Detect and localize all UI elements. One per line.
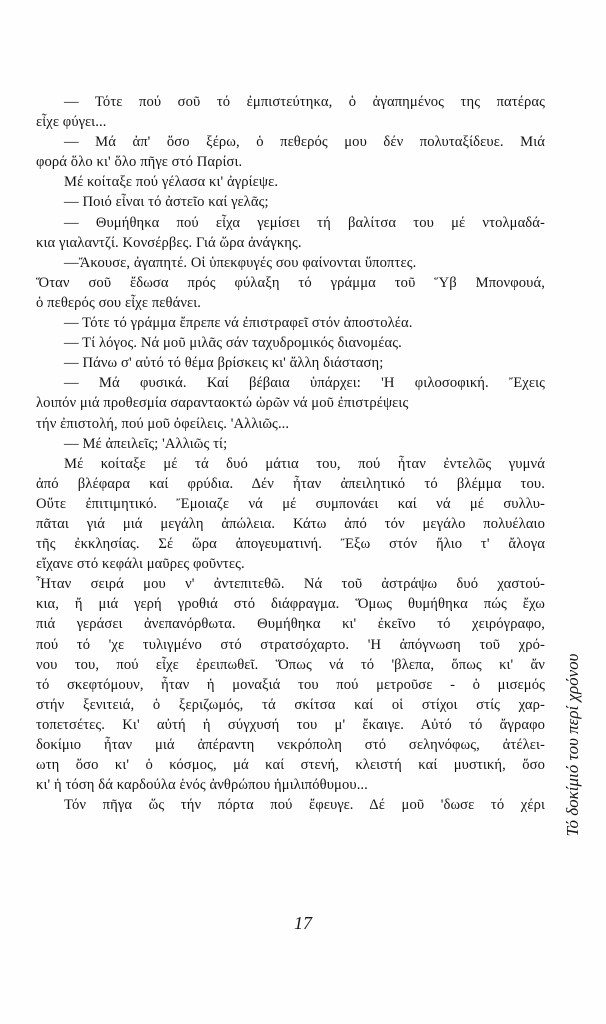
text-line (36, 233, 545, 253)
text-line-content: τήν ἐπιστολή, πού μοῦ ὀφείλεις. 'Αλλιῶς... (36, 415, 290, 432)
text-line-content: Οὔτε ἐπιτιμητικό. Ἔμοιαζε νά μέ συμπονάει καί νά μέ συλλυ- (36, 495, 545, 512)
text-line-content: κια γιαλαντζί. Κονσέρβες. Γιά ὥρα ἀνάγκης. (36, 234, 302, 251)
text-line (36, 655, 545, 675)
text-line-content: ἀπό βλέφαρα καί φρύδια. Δέν ἦταν ἀπειλητικό τό βλέμμα του. (36, 475, 545, 492)
text-line (36, 614, 545, 634)
text-line (36, 795, 545, 815)
text-line-content: δοκίμιο ἦταν μιά ἀπέραντη νεκρόπολη στό σεληνόφως, ἀτέλει- (36, 737, 545, 753)
text-line (36, 414, 545, 434)
text-line-content: — Θυμήθηκα πού εἶχα γεμίσει τή βαλίτσα του μέ ντολμαδά- (64, 214, 545, 231)
text-line-content: — Τότε τό γράμμα ἔπρεπε νά ἐπιστραφεῖ στόν ἀποστολέα. (64, 315, 413, 332)
text-line-content: — Μά ἀπ' ὅσο ξέρω, ὁ πεθερός μου δέν πολυταξίδευε. Μιά (64, 134, 545, 151)
text-line (36, 675, 545, 695)
text-line (36, 514, 545, 534)
text-line (36, 775, 545, 795)
text-line (36, 293, 545, 313)
text-line-content: τοπετσέτες. Κι' αὐτή ἡ σύγχυσή του μ' ἔκαιγε. Αὐτό τό ἄγραφο (36, 716, 545, 733)
text-line-content: νου του, πού εἶχε ἐρειπωθεῖ. Ὅπως νά τό 'βλεπα, ὅπως κι' ἄν (36, 656, 545, 673)
text-line (36, 393, 545, 413)
text-line (36, 273, 545, 293)
text-line (36, 333, 545, 353)
text-line-content: κια, ἤ μιά γερή γροθιά στό διάφραγμα. Ὅμως θυμήθηκα πώς ἔχω (36, 596, 545, 613)
text-line-content: πιά γεράσει ἀνεπανόρθωτα. Θυμήθηκα κι' ἐκεῖνο τό χειρόγραφο, (36, 616, 545, 633)
text-line (36, 554, 545, 574)
text-line-content: εἴχανε στό κεφάλι μαῦρες φοῦντες. (36, 556, 245, 573)
text-line-content: στήν ξενιτειά, ὁ ξεριζωμός, τά σκίτσα καί οἱ στίχοι στίς χαρ- (36, 696, 545, 713)
text-line (36, 474, 545, 494)
text-line-content: — Τότε πού σοῦ τό ἐμπιστεύτηκα, ὁ ἀγαπημένος της πατέρας (64, 94, 545, 110)
running-title-text: Τό δοκίμιό του περί χρόνου (563, 653, 582, 837)
text-line (36, 434, 545, 454)
text-line (36, 574, 545, 594)
text-line-content: λοιπόν μιά προθεσμία σαρανταοκτώ ὡρῶν νά μοῦ ἐπιστρέψεις (36, 395, 409, 412)
text-line (36, 494, 545, 514)
text-line (36, 353, 545, 373)
text-line-content: εἶχε φύγει... (36, 114, 107, 131)
text-line (36, 735, 545, 755)
text-line (36, 92, 545, 112)
text-line-content: — Πάνω σ' αὐτό τό θέμα βρίσκεις κι' ἄλλη διάσταση; (64, 355, 384, 372)
text-line-content: πού τό 'χε τυλιγμένο στό στρατσόχαρτο. 'Η ἀπόγνωση τοῦ χρό- (36, 636, 545, 653)
text-line-content: — Μά φυσικά. Καί βέβαια ὑπάρχει: 'Η φιλοσοφική. Ἔχεις (64, 375, 545, 392)
text-line-content: τό σκεφτόμουν, ἦταν ἡ μοναξιά του πού μετροῦσε - ὁ μισεμός (36, 676, 545, 693)
text-line-content: πᾶται γιά μιά μεγάλη ἀπώλεια. Κάτω ἀπό τόν μεγάλο πολυέλαιο (36, 515, 545, 532)
text-line-content: ὁ πεθερός σου εἶχε πεθάνει. (36, 294, 202, 311)
text-line-content: Τόν πῆγα ὥς τήν πόρτα πού ἔφευγε. Δέ μοῦ 'δωσε τό χέρι (64, 797, 545, 814)
text-line-content: — Μέ ἀπειλεῖς; 'Αλλιῶς τί; (64, 435, 228, 452)
text-line (36, 635, 545, 655)
text-line (36, 112, 545, 132)
text-line (36, 755, 545, 775)
text-line-content: φορά ὅλο κι' ὅλο πῆγε στό Παρίσι. (36, 154, 243, 171)
text-line (36, 695, 545, 715)
text-line (36, 253, 545, 273)
text-line-content: Μέ κοίταξε πού γέλασα κι' ἀγρίεψε. (64, 174, 279, 191)
text-line-content: κι' ἡ τόση δά καρδούλα ἑνός ἀνθρώπου ἡμιλιπόθυμου... (36, 777, 368, 794)
text-line-content: Ὅταν σοῦ ἔδωσα πρός φύλαξη τό γράμμα τοῦ Ὕβ Μπονφουά, (36, 274, 545, 291)
text-line (36, 373, 545, 393)
text-line-content: τῆς ἐκκλησίας. Σέ ὥρα ἀπογευματινή. Ἔξω στόν ἥλιο τ' ἄλογα (36, 536, 545, 553)
text-line (36, 534, 545, 554)
text-line (36, 454, 545, 474)
body-text (36, 92, 545, 815)
text-line (36, 152, 545, 172)
text-line (36, 192, 545, 212)
text-line-content: —Ἄκουσε, ἀγαπητέ. Οἱ ὑπεκφυγές σου φαίνονται ὕποπτες. (64, 254, 417, 271)
text-line (36, 172, 545, 192)
text-line (36, 213, 545, 233)
text-line (36, 132, 545, 152)
text-line (36, 313, 545, 333)
page-number: 17 (294, 913, 312, 933)
text-line-content: Μέ κοίταξε μέ τά δυό μάτια του, πού ἦταν ἐντελῶς γυμνά (64, 455, 545, 472)
text-line-content: — Ποιό εἶναι τό ἀστεῖο καί γελᾶς; (64, 194, 269, 211)
text-line-content: ωτη ὅσο κι' ὁ κόσμος, μά καί στενή, κλειστή καί μυστική, ὅσο (36, 757, 545, 774)
text-line-content: Ἦταν σειρά μου ν' ἀντεπιτεθῶ. Νά τοῦ ἀστράψω δυό χαστού- (36, 576, 545, 593)
text-line (36, 715, 545, 735)
text-line (36, 594, 545, 614)
text-line-content: — Τί λόγος. Νά μοῦ μιλᾶς σάν ταχυδρομικός διανομέας. (64, 335, 402, 352)
